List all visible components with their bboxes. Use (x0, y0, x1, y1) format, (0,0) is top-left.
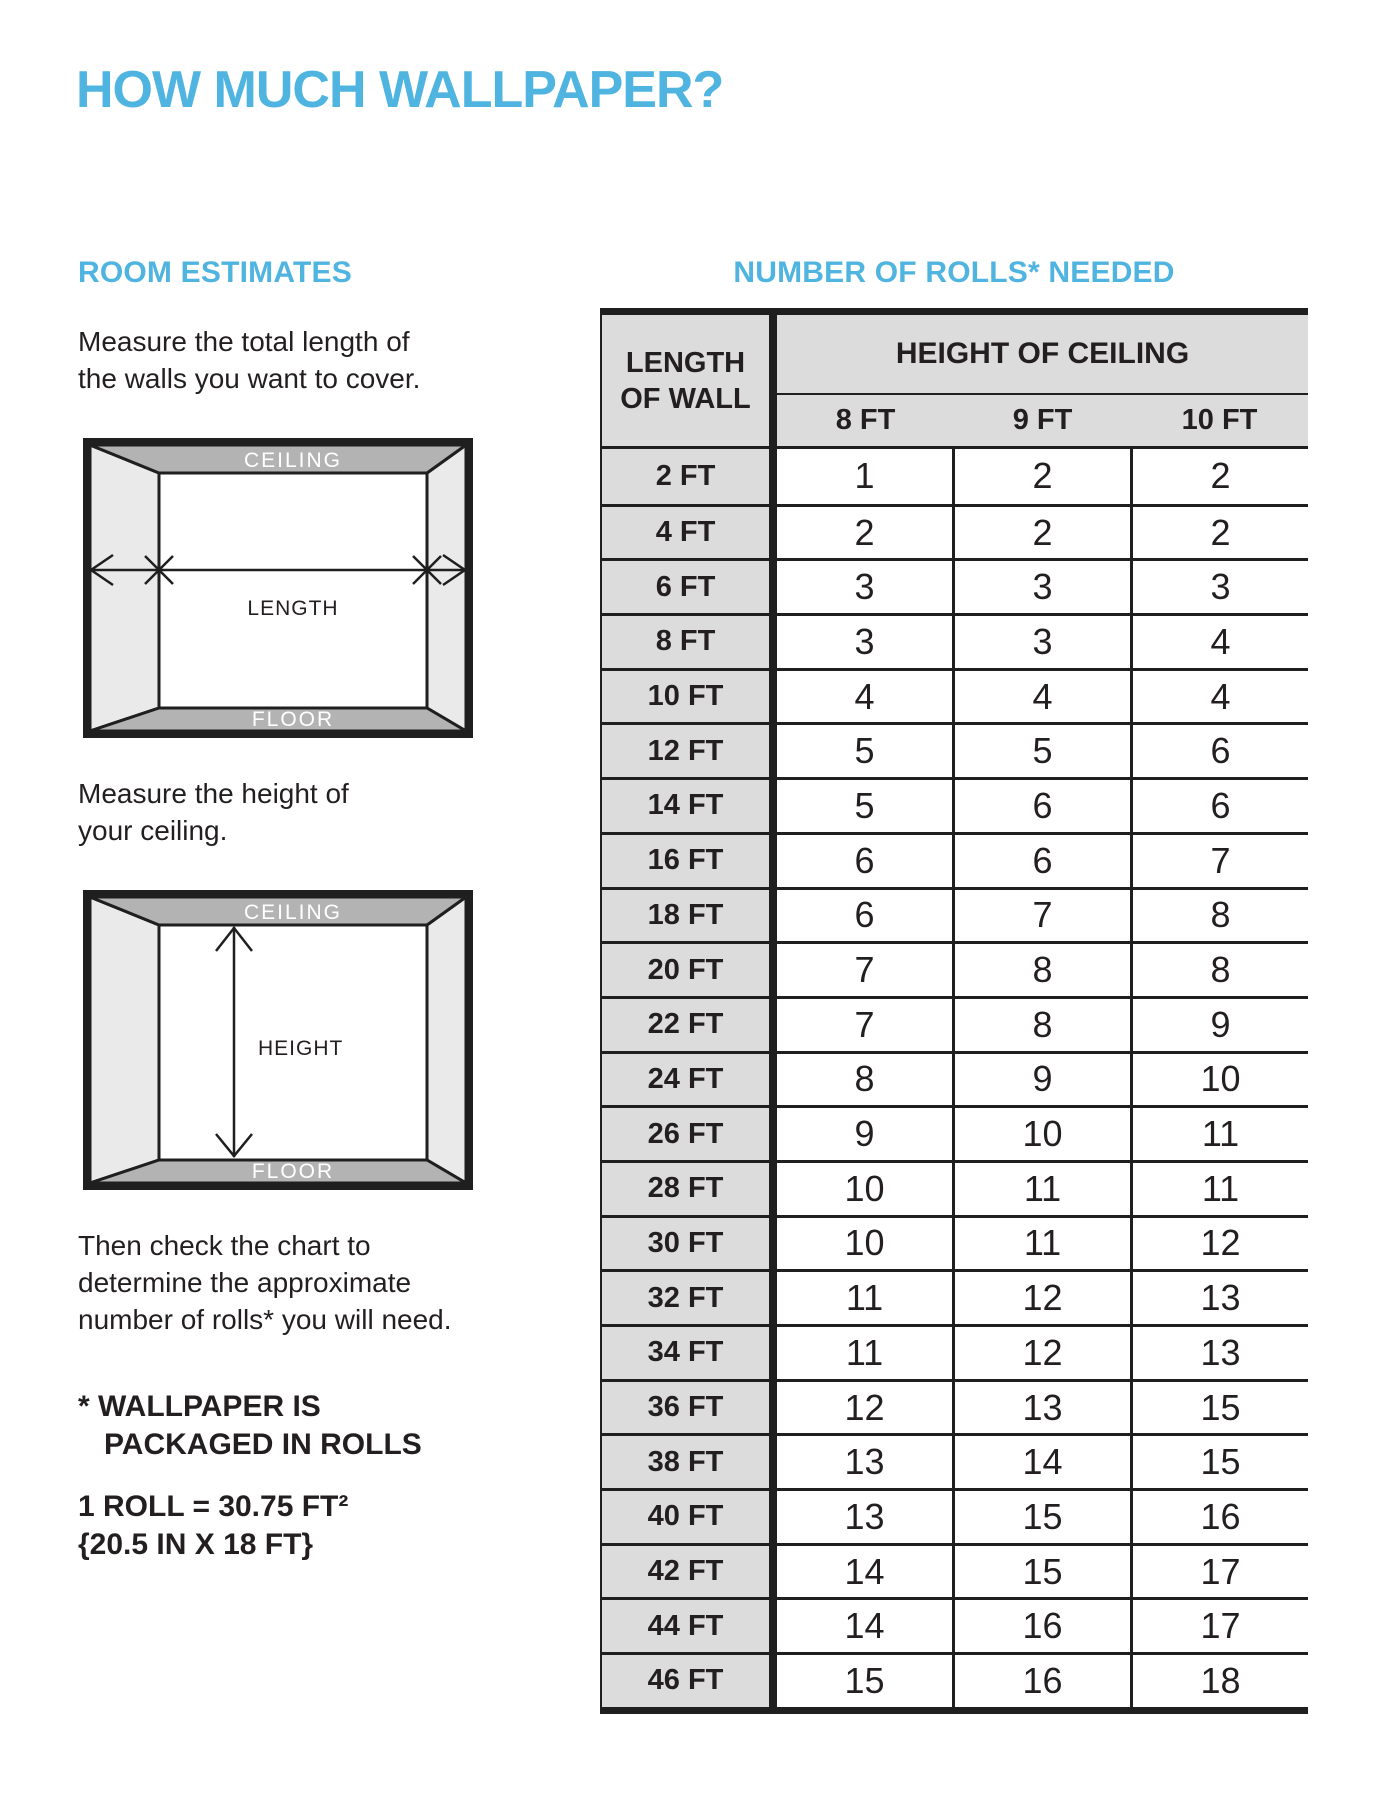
rolls-value: 6 (854, 894, 875, 936)
wall-length-label: 24 FT (602, 1054, 777, 1106)
instruction-check-chart (78, 1227, 452, 1338)
rolls-value: 8 (952, 944, 1130, 996)
table-row (602, 1105, 1308, 1160)
rolls-value: 16 (952, 1600, 1130, 1652)
rolls-value: 15 (1130, 1436, 1308, 1488)
rolls-value: 6 (854, 839, 875, 881)
left-wall (90, 897, 159, 1183)
table-row (602, 1051, 1308, 1106)
rolls-value: 10 (844, 1222, 885, 1264)
rolls-value: 11 (952, 1163, 1130, 1215)
rolls-value: 4 (854, 675, 875, 717)
table-row (602, 832, 1308, 887)
rolls-value: 3 (854, 620, 875, 662)
rolls-value: 4 (1130, 671, 1308, 723)
wall-length-label: 6 FT (602, 561, 777, 613)
rolls-value: 2 (1130, 507, 1308, 559)
rolls-value: 12 (844, 1386, 885, 1428)
table-row (602, 1324, 1308, 1379)
length-room-diagram (83, 438, 473, 738)
header-line: OF WALL (620, 382, 751, 415)
room-estimates-heading: ROOM ESTIMATES (78, 256, 352, 289)
rolls-value: 13 (952, 1382, 1130, 1434)
rolls-value: 2 (854, 511, 875, 553)
table-row (602, 1543, 1308, 1598)
rolls-value: 9 (1130, 999, 1308, 1051)
rolls-value: 15 (1130, 1382, 1308, 1434)
rolls-value: 8 (952, 999, 1130, 1051)
rolls-table (600, 308, 1308, 1714)
rolls-value: 15 (952, 1491, 1130, 1543)
length-label: LENGTH (247, 597, 339, 620)
rolls-value: 7 (952, 890, 1130, 942)
table-row (602, 1652, 1308, 1707)
rolls-value: 3 (1130, 561, 1308, 613)
table-row (602, 777, 1308, 832)
wall-length-label: 40 FT (602, 1491, 777, 1543)
instruction-line: number of rolls* you will need. (78, 1304, 452, 1335)
wall-length-label: 28 FT (602, 1163, 777, 1215)
wall-length-label: 26 FT (602, 1108, 777, 1160)
rolls-value: 2 (952, 449, 1130, 504)
table-row (602, 504, 1308, 559)
rolls-value: 7 (854, 1003, 875, 1045)
table-row (602, 1488, 1308, 1543)
rolls-value: 7 (854, 949, 875, 991)
rolls-needed-heading: NUMBER OF ROLLS* NEEDED (733, 256, 1175, 289)
wall-length-label: 4 FT (602, 507, 777, 559)
floor-label: FLOOR (251, 708, 335, 731)
rolls-value: 4 (1130, 616, 1308, 668)
table-row (602, 449, 1308, 504)
table-body (602, 449, 1308, 1707)
col-header-8ft: 8 FT (835, 404, 896, 436)
table-row (602, 996, 1308, 1051)
right-wall (427, 445, 466, 731)
instruction-line: determine the approximate (78, 1267, 412, 1298)
instruction-line: Measure the total length of (78, 326, 410, 357)
rolls-value: 7 (1130, 835, 1308, 887)
table-header (602, 315, 1308, 449)
header-line: LENGTH (625, 346, 746, 379)
height-label: HEIGHT (258, 1037, 344, 1060)
table-row (602, 1269, 1308, 1324)
rolls-value: 13 (1130, 1327, 1308, 1379)
rolls-value: 3 (952, 616, 1130, 668)
table-row (602, 941, 1308, 996)
rolls-value: 11 (1130, 1163, 1308, 1215)
wall-length-label: 34 FT (602, 1327, 777, 1379)
rolls-value: 10 (844, 1167, 885, 1209)
rolls-value: 10 (1130, 1054, 1308, 1106)
rolls-value: 17 (1130, 1600, 1308, 1652)
rolls-value: 18 (1130, 1655, 1308, 1707)
roll-size-info (78, 1488, 348, 1564)
rolls-value: 8 (854, 1058, 875, 1100)
ceiling-label: CEILING (243, 901, 343, 924)
rolls-value: 10 (952, 1108, 1130, 1160)
footnote-line: PACKAGED IN ROLLS (104, 1428, 422, 1461)
rolls-value: 14 (844, 1605, 885, 1647)
ceiling-height-subheaders (777, 395, 1308, 446)
wallpaper-rolls-footnote (78, 1388, 422, 1464)
wall-length-label: 44 FT (602, 1600, 777, 1652)
rolls-value: 2 (1130, 449, 1308, 504)
table-row (602, 668, 1308, 723)
rolls-value: 11 (845, 1277, 884, 1319)
ceiling-header-group (777, 315, 1308, 446)
rolls-value: 9 (952, 1054, 1130, 1106)
rolls-value: 13 (844, 1495, 885, 1537)
wall-length-label: 14 FT (602, 780, 777, 832)
rolls-value: 6 (1130, 725, 1308, 777)
rolls-value: 6 (1130, 780, 1308, 832)
rolls-value: 2 (952, 507, 1130, 559)
table-row (602, 613, 1308, 668)
wall-length-label: 16 FT (602, 835, 777, 887)
rolls-value: 6 (952, 835, 1130, 887)
wall-length-label: 46 FT (602, 1655, 777, 1707)
rolls-value: 8 (1130, 944, 1308, 996)
wall-length-label: 2 FT (602, 449, 777, 504)
rolls-value: 5 (854, 730, 875, 772)
rolls-value: 16 (952, 1655, 1130, 1707)
instruction-line: your ceiling. (78, 815, 228, 846)
height-of-ceiling-header: HEIGHT OF CEILING (777, 315, 1308, 395)
instruction-measure-height (78, 775, 349, 849)
wall-length-label: 38 FT (602, 1436, 777, 1488)
col-header-9ft: 9 FT (1012, 404, 1073, 436)
rolls-value: 1 (854, 455, 875, 497)
floor-label: FLOOR (251, 1160, 335, 1183)
page-title: HOW MUCH WALLPAPER? (76, 61, 724, 119)
table-row (602, 887, 1308, 942)
height-room-diagram (83, 890, 473, 1190)
instruction-measure-length (78, 323, 420, 397)
roll-size-line: {20.5 IN X 18 FT} (78, 1528, 314, 1561)
table-row (602, 1215, 1308, 1270)
table-row (602, 722, 1308, 777)
rolls-value: 12 (1130, 1218, 1308, 1270)
wall-length-label: 8 FT (602, 616, 777, 668)
roll-size-line: 1 ROLL = 30.75 FT² (78, 1490, 349, 1523)
rolls-value: 13 (844, 1441, 885, 1483)
rolls-value: 5 (952, 725, 1130, 777)
wall-length-label: 20 FT (602, 944, 777, 996)
wall-length-label: 30 FT (602, 1218, 777, 1270)
instruction-line: Then check the chart to (78, 1230, 371, 1261)
length-of-wall-header (602, 315, 777, 446)
rolls-value: 9 (854, 1113, 875, 1155)
table-row (602, 1379, 1308, 1434)
rolls-value: 11 (845, 1331, 884, 1373)
instruction-line: Measure the height of (78, 778, 349, 809)
rolls-value: 3 (952, 561, 1130, 613)
rolls-value: 5 (854, 784, 875, 826)
rolls-value: 15 (952, 1546, 1130, 1598)
wall-length-label: 22 FT (602, 999, 777, 1051)
rolls-value: 11 (952, 1218, 1130, 1270)
rolls-value: 14 (844, 1550, 885, 1592)
wall-length-label: 18 FT (602, 890, 777, 942)
wall-length-label: 32 FT (602, 1272, 777, 1324)
back-wall (159, 473, 427, 708)
left-wall (90, 445, 159, 731)
wall-length-label: 12 FT (602, 725, 777, 777)
rolls-value: 14 (952, 1436, 1130, 1488)
rolls-value: 13 (1130, 1272, 1308, 1324)
rolls-value: 8 (1130, 890, 1308, 942)
rolls-value: 11 (1130, 1108, 1308, 1160)
right-wall (427, 897, 466, 1183)
rolls-value: 6 (952, 780, 1130, 832)
rolls-value: 17 (1130, 1546, 1308, 1598)
table-row (602, 1433, 1308, 1488)
instruction-line: the walls you want to cover. (78, 363, 421, 394)
wall-length-label: 10 FT (602, 671, 777, 723)
rolls-value: 4 (952, 671, 1130, 723)
table-row (602, 558, 1308, 613)
rolls-value: 16 (1130, 1491, 1308, 1543)
table-row (602, 1160, 1308, 1215)
rolls-value: 15 (844, 1659, 885, 1701)
rolls-value: 3 (854, 566, 875, 608)
wall-length-label: 42 FT (602, 1546, 777, 1598)
ceiling-label: CEILING (243, 449, 343, 472)
rolls-value: 12 (952, 1327, 1130, 1379)
table-row (602, 1597, 1308, 1652)
wall-length-label: 36 FT (602, 1382, 777, 1434)
col-header-10ft: 10 FT (1181, 404, 1258, 436)
footnote-line: * WALLPAPER IS (78, 1390, 321, 1423)
rolls-value: 12 (952, 1272, 1130, 1324)
